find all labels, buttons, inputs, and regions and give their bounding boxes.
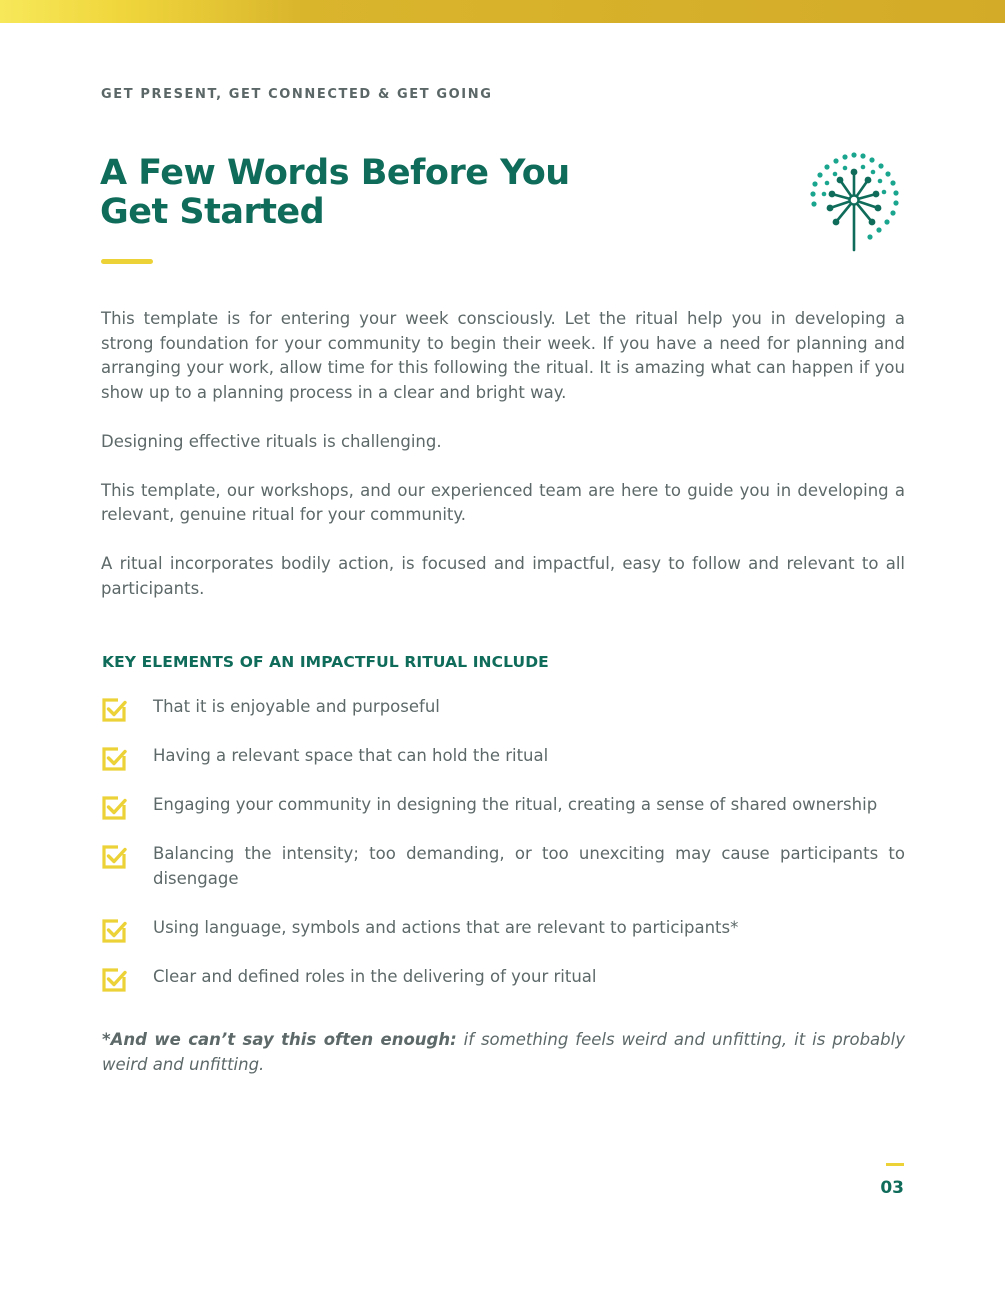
key-elements-heading: KEY ELEMENTS OF AN IMPACTFUL RITUAL INCLUDE bbox=[102, 653, 549, 671]
list-item-text: Balancing the intensity; too demanding, or too unexciting may cause participants to disengage bbox=[153, 844, 905, 888]
list-item bbox=[100, 842, 905, 891]
list-item bbox=[100, 965, 905, 990]
title-underline bbox=[101, 259, 153, 264]
checkbox-checked-icon bbox=[100, 966, 128, 994]
checkbox-checked-icon bbox=[100, 696, 128, 724]
list-item bbox=[100, 695, 905, 720]
list-item-text: That it is enjoyable and purposeful bbox=[153, 697, 440, 716]
list-item-text: Having a relevant space that can hold the ritual bbox=[153, 746, 549, 765]
list-item-text: Engaging your community in designing the ritual, creating a sense of shared ownership bbox=[153, 795, 878, 814]
checkbox-checked-icon bbox=[100, 745, 128, 773]
list-item bbox=[100, 793, 905, 818]
list-item-text: Using language, symbols and actions that are relevant to participants* bbox=[153, 917, 739, 937]
key-elements-list bbox=[100, 695, 905, 1014]
list-item-text: Clear and defined roles in the delivering of your ritual bbox=[153, 966, 597, 986]
checkbox-checked-icon bbox=[100, 843, 128, 871]
list-item bbox=[100, 744, 905, 769]
list-item bbox=[100, 916, 905, 941]
page-title-line-1: A Few Words Before You bbox=[100, 153, 570, 193]
section-kicker: GET PRESENT, GET CONNECTED & GET GOING bbox=[101, 87, 493, 102]
page-number: 03 bbox=[880, 1178, 904, 1198]
page-title bbox=[100, 154, 660, 232]
top-accent-bar bbox=[0, 0, 1005, 23]
footnote bbox=[102, 1028, 905, 1077]
intro-paragraph-4: A ritual incorporates bodily action, is focused and impactful, easy to follow and relevant to all participants. bbox=[101, 554, 905, 598]
page-number-dash bbox=[886, 1163, 904, 1166]
dandelion-icon bbox=[806, 150, 902, 254]
intro-paragraph-3: This template, our workshops, and our experienced team are here to guide you in developing a relevant, genuine ritual for your community. bbox=[101, 480, 905, 524]
intro-paragraph-2: Designing effective rituals is challenging. bbox=[101, 431, 442, 451]
footnote-emphasis: *And we can’t say this often enough: bbox=[102, 1030, 457, 1049]
intro-paragraph-1: This template is for entering your week consciously. Let the ritual help you in developing a strong foundation for your community to begin their week. If you have a need for planning and arranging your work, allow time for this following the ritual. It is amazing what can happen if you show up to a planning process in a clear and bright way. bbox=[101, 309, 905, 402]
page-title-line-2: Get Started bbox=[100, 192, 325, 232]
checkbox-checked-icon bbox=[100, 917, 128, 945]
intro-text bbox=[101, 307, 905, 626]
footnote-text: if something feels weird and unfitting, it is probably weird and unfitting. bbox=[102, 1030, 905, 1074]
checkbox-checked-icon bbox=[100, 794, 128, 822]
